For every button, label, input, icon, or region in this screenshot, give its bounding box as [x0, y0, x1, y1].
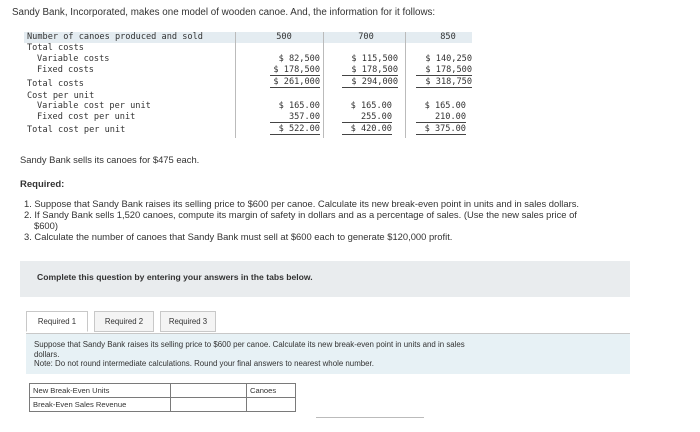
tab-required-1[interactable]: Required 1 [26, 311, 88, 332]
requirements-list [24, 198, 664, 242]
row-label-total-costs-sum: Total costs [27, 79, 84, 89]
cell-fixunit-700: 255.00 [342, 112, 392, 123]
col-divider [235, 32, 236, 138]
row-label-fixed-cost-per-unit: Fixed cost per unit [37, 112, 136, 122]
cell-fixunit-500: 357.00 [270, 112, 320, 123]
cost-table [24, 32, 472, 138]
divider-line [316, 417, 424, 418]
cell-fixunit-850: 210.00 [416, 112, 466, 123]
instruction-text: Complete this question by entering your answers in the tabs below. [37, 272, 313, 282]
selling-price-text: Sandy Bank sells its canoes for $475 each. [20, 154, 200, 165]
requirement-item: 3. Calculate the number of canoes that Sandy Bank must sell at $600 each to generate $120,000 profit. [24, 231, 453, 242]
row-label-cost-per-unit: Cost per unit [27, 91, 95, 101]
instruction-bar [20, 261, 630, 297]
break-even-sales-revenue-input[interactable] [170, 397, 247, 412]
col-divider [323, 32, 324, 138]
col-header-700: 700 [358, 32, 374, 42]
cell-total-850: $ 318,750 [416, 77, 472, 88]
cell-varunit-700: $ 165.00 [350, 101, 392, 111]
requirement-item: $600) [34, 220, 58, 231]
row-label-total-costs: Total costs [27, 43, 84, 53]
question-panel [26, 333, 630, 374]
cell-total-500: $ 261,000 [270, 77, 320, 88]
answer-row-label-units: New Break-Even Units [29, 383, 171, 398]
cell-variable-700: $ 115,500 [351, 54, 398, 64]
cell-varunit-850: $ 165.00 [424, 101, 466, 111]
answer-unit-label: Canoes [246, 383, 296, 398]
cell-totunit-850: $ 375.00 [416, 124, 466, 135]
cell-totunit-500: $ 522.00 [270, 124, 320, 135]
cell-totunit-700: $ 420.00 [342, 124, 392, 135]
required-heading: Required: [20, 179, 65, 190]
cell-variable-500: $ 82,500 [278, 54, 320, 64]
cell-fixed-850: $ 178,500 [416, 65, 472, 76]
col-header-850: 850 [440, 32, 456, 42]
cell-varunit-500: $ 165.00 [278, 101, 320, 111]
row-label-fixed-costs: Fixed costs [37, 65, 94, 75]
cell-fixed-700: $ 178,500 [342, 65, 398, 76]
tab-required-3[interactable]: Required 3 [160, 311, 216, 332]
header-label: Number of canoes produced and sold [27, 32, 203, 42]
answer-unit-cell-empty [246, 397, 296, 412]
panel-question-line1: Suppose that Sandy Bank raises its selling price to $600 per canoe. Calculate its new break-even point in units and in sales [34, 340, 465, 349]
requirement-item: 2. If Sandy Bank sells 1,520 canoes, compute its margin of safety in dollars and as a percentage of sales. (Use the new sales price of [24, 209, 577, 220]
tab-required-2[interactable]: Required 2 [94, 311, 154, 332]
panel-note: Note: Do not round intermediate calculations. Round your final answers to nearest whole number. [34, 359, 374, 368]
requirement-item: 1. Suppose that Sandy Bank raises its selling price to $600 per canoe. Calculate its new break-even point in units and in sales dollars. [24, 198, 580, 209]
col-divider [405, 32, 406, 138]
new-break-even-units-input[interactable] [170, 383, 247, 398]
cell-variable-850: $ 140,250 [425, 54, 472, 64]
answer-row-label-revenue: Break-Even Sales Revenue [29, 397, 171, 412]
row-label-total-cost-per-unit: Total cost per unit [27, 125, 126, 135]
cell-total-700: $ 294,000 [342, 77, 398, 88]
row-label-variable-cost-per-unit: Variable cost per unit [37, 101, 151, 111]
intro-text: Sandy Bank, Incorporated, makes one model of wooden canoe. And, the information for it follows: [12, 7, 436, 18]
col-header-500: 500 [276, 32, 292, 42]
row-label-variable-costs: Variable costs [37, 54, 110, 64]
cell-fixed-500: $ 178,500 [270, 65, 320, 76]
panel-question-line2: dollars. [34, 349, 60, 359]
